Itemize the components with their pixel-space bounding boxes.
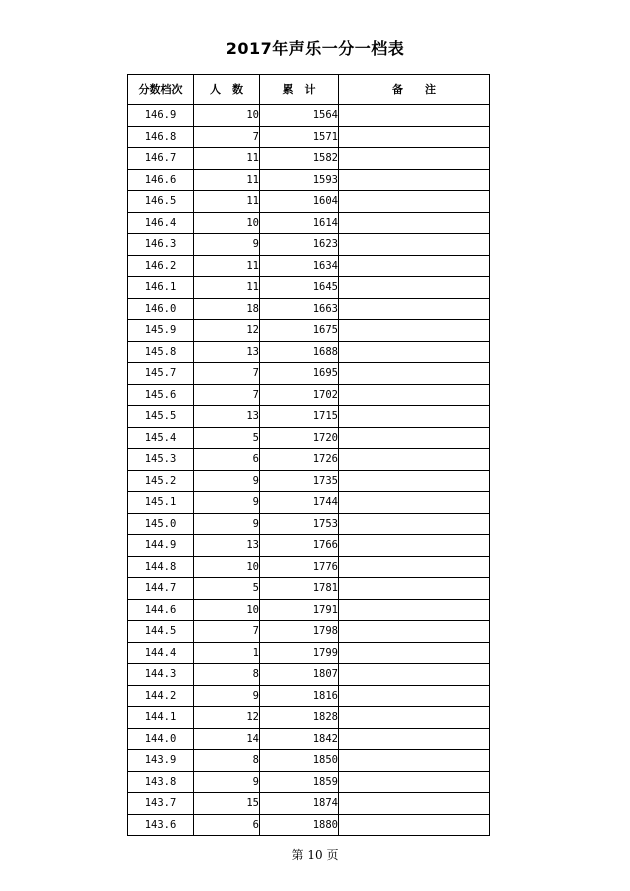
count-cell: 6 (194, 814, 260, 836)
cumulative-cell: 1645 (260, 277, 339, 299)
score-distribution-table (127, 74, 490, 836)
score-cell: 144.8 (128, 556, 194, 578)
cumulative-cell: 1715 (260, 406, 339, 428)
cumulative-cell: 1816 (260, 685, 339, 707)
note-cell (339, 191, 490, 213)
note-cell (339, 642, 490, 664)
table-header-row (128, 75, 490, 105)
score-cell: 146.7 (128, 148, 194, 170)
score-cell: 146.5 (128, 191, 194, 213)
note-cell (339, 771, 490, 793)
count-cell: 11 (194, 255, 260, 277)
table-row (128, 406, 490, 428)
table-row (128, 126, 490, 148)
cumulative-cell: 1702 (260, 384, 339, 406)
count-cell: 9 (194, 470, 260, 492)
table-row (128, 255, 490, 277)
note-cell (339, 449, 490, 471)
score-cell: 143.8 (128, 771, 194, 793)
cumulative-cell: 1776 (260, 556, 339, 578)
cumulative-cell: 1623 (260, 234, 339, 256)
cumulative-cell: 1695 (260, 363, 339, 385)
cumulative-cell: 1791 (260, 599, 339, 621)
score-cell: 144.3 (128, 664, 194, 686)
count-cell: 9 (194, 685, 260, 707)
note-cell (339, 320, 490, 342)
table-row (128, 578, 490, 600)
table-row (128, 212, 490, 234)
table-row (128, 341, 490, 363)
table-row (128, 427, 490, 449)
count-cell: 11 (194, 277, 260, 299)
note-cell (339, 384, 490, 406)
count-cell: 5 (194, 578, 260, 600)
count-cell: 8 (194, 664, 260, 686)
cumulative-cell: 1744 (260, 492, 339, 514)
table-row (128, 621, 490, 643)
cumulative-cell: 1874 (260, 793, 339, 815)
table-row (128, 234, 490, 256)
cumulative-cell: 1735 (260, 470, 339, 492)
count-cell: 13 (194, 341, 260, 363)
count-cell: 9 (194, 771, 260, 793)
score-cell: 145.6 (128, 384, 194, 406)
score-cell: 145.3 (128, 449, 194, 471)
note-cell (339, 707, 490, 729)
score-cell: 146.8 (128, 126, 194, 148)
count-cell: 6 (194, 449, 260, 471)
score-cell: 143.7 (128, 793, 194, 815)
cumulative-cell: 1675 (260, 320, 339, 342)
note-cell (339, 685, 490, 707)
cumulative-cell: 1571 (260, 126, 339, 148)
count-cell: 18 (194, 298, 260, 320)
cumulative-cell: 1859 (260, 771, 339, 793)
note-cell (339, 255, 490, 277)
note-cell (339, 621, 490, 643)
note-cell (339, 105, 490, 127)
score-cell: 145.5 (128, 406, 194, 428)
count-cell: 9 (194, 234, 260, 256)
note-cell (339, 535, 490, 557)
score-cell: 146.6 (128, 169, 194, 191)
count-cell: 14 (194, 728, 260, 750)
table-row (128, 642, 490, 664)
score-cell: 146.4 (128, 212, 194, 234)
table-row (128, 320, 490, 342)
table-row (128, 105, 490, 127)
table-row (128, 728, 490, 750)
table-row (128, 363, 490, 385)
count-cell: 1 (194, 642, 260, 664)
note-cell (339, 793, 490, 815)
count-cell: 10 (194, 212, 260, 234)
count-cell: 15 (194, 793, 260, 815)
count-cell: 12 (194, 707, 260, 729)
score-cell: 146.2 (128, 255, 194, 277)
note-cell (339, 750, 490, 772)
cumulative-cell: 1880 (260, 814, 339, 836)
score-cell: 144.0 (128, 728, 194, 750)
score-cell: 145.4 (128, 427, 194, 449)
table-row (128, 750, 490, 772)
table-row (128, 771, 490, 793)
score-cell: 144.6 (128, 599, 194, 621)
cumulative-cell: 1781 (260, 578, 339, 600)
note-cell (339, 578, 490, 600)
cumulative-cell: 1634 (260, 255, 339, 277)
cumulative-cell: 1604 (260, 191, 339, 213)
table-row (128, 470, 490, 492)
note-cell (339, 277, 490, 299)
score-cell: 144.9 (128, 535, 194, 557)
cumulative-cell: 1807 (260, 664, 339, 686)
table-row (128, 513, 490, 535)
count-cell: 9 (194, 492, 260, 514)
count-cell: 11 (194, 148, 260, 170)
count-cell: 7 (194, 384, 260, 406)
cumulative-cell: 1688 (260, 341, 339, 363)
header-cumulative: 累 计 (260, 75, 339, 105)
score-cell: 145.0 (128, 513, 194, 535)
score-cell: 144.7 (128, 578, 194, 600)
table-row (128, 685, 490, 707)
note-cell (339, 492, 490, 514)
score-cell: 143.9 (128, 750, 194, 772)
score-cell: 144.4 (128, 642, 194, 664)
table-body (128, 105, 490, 836)
score-cell: 146.3 (128, 234, 194, 256)
cumulative-cell: 1766 (260, 535, 339, 557)
cumulative-cell: 1828 (260, 707, 339, 729)
count-cell: 9 (194, 513, 260, 535)
header-score: 分数档次 (128, 75, 194, 105)
table-row (128, 492, 490, 514)
score-cell: 145.7 (128, 363, 194, 385)
cumulative-cell: 1582 (260, 148, 339, 170)
table-row (128, 556, 490, 578)
count-cell: 13 (194, 406, 260, 428)
table-row (128, 148, 490, 170)
cumulative-cell: 1850 (260, 750, 339, 772)
table-row (128, 707, 490, 729)
table-row (128, 191, 490, 213)
cumulative-cell: 1842 (260, 728, 339, 750)
score-cell: 145.1 (128, 492, 194, 514)
count-cell: 11 (194, 191, 260, 213)
cumulative-cell: 1564 (260, 105, 339, 127)
cumulative-cell: 1753 (260, 513, 339, 535)
cumulative-cell: 1663 (260, 298, 339, 320)
cumulative-cell: 1798 (260, 621, 339, 643)
table-row (128, 169, 490, 191)
note-cell (339, 406, 490, 428)
table-row (128, 793, 490, 815)
score-cell: 145.9 (128, 320, 194, 342)
score-cell: 144.2 (128, 685, 194, 707)
count-cell: 11 (194, 169, 260, 191)
count-cell: 5 (194, 427, 260, 449)
score-cell: 144.5 (128, 621, 194, 643)
score-cell: 145.2 (128, 470, 194, 492)
note-cell (339, 599, 490, 621)
count-cell: 7 (194, 126, 260, 148)
note-cell (339, 556, 490, 578)
note-cell (339, 234, 490, 256)
cumulative-cell: 1593 (260, 169, 339, 191)
table-row (128, 664, 490, 686)
cumulative-cell: 1614 (260, 212, 339, 234)
count-cell: 13 (194, 535, 260, 557)
count-cell: 12 (194, 320, 260, 342)
note-cell (339, 513, 490, 535)
note-cell (339, 212, 490, 234)
table-row (128, 298, 490, 320)
page-number: 第 10 页 (291, 848, 339, 862)
score-cell: 143.6 (128, 814, 194, 836)
table-row (128, 449, 490, 471)
count-cell: 10 (194, 599, 260, 621)
note-cell (339, 363, 490, 385)
cumulative-cell: 1720 (260, 427, 339, 449)
table-row (128, 384, 490, 406)
note-cell (339, 427, 490, 449)
count-cell: 10 (194, 105, 260, 127)
score-cell: 145.8 (128, 341, 194, 363)
note-cell (339, 126, 490, 148)
note-cell (339, 298, 490, 320)
table-row (128, 277, 490, 299)
note-cell (339, 341, 490, 363)
score-cell: 146.1 (128, 277, 194, 299)
note-cell (339, 470, 490, 492)
count-cell: 8 (194, 750, 260, 772)
score-cell: 146.0 (128, 298, 194, 320)
note-cell (339, 148, 490, 170)
table-row (128, 814, 490, 836)
count-cell: 10 (194, 556, 260, 578)
table-row (128, 599, 490, 621)
header-count: 人 数 (194, 75, 260, 105)
table-row (128, 535, 490, 557)
page-title: 2017年声乐一分一档表 (225, 39, 405, 58)
note-cell (339, 664, 490, 686)
note-cell (339, 169, 490, 191)
cumulative-cell: 1726 (260, 449, 339, 471)
score-cell: 144.1 (128, 707, 194, 729)
count-cell: 7 (194, 621, 260, 643)
note-cell (339, 814, 490, 836)
count-cell: 7 (194, 363, 260, 385)
score-cell: 146.9 (128, 105, 194, 127)
note-cell (339, 728, 490, 750)
header-note: 备 注 (339, 75, 490, 105)
cumulative-cell: 1799 (260, 642, 339, 664)
